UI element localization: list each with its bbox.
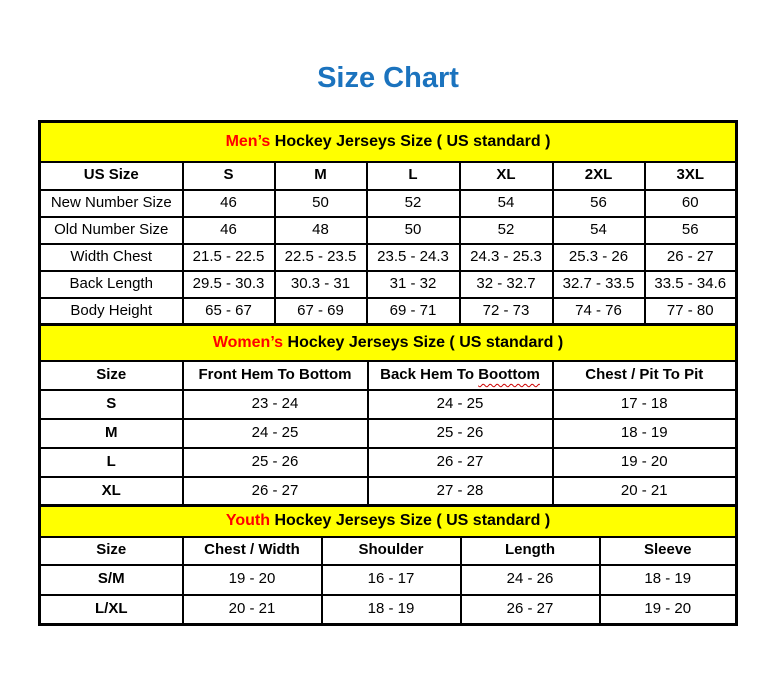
cell: 25.3 - 26 [553,244,645,271]
table-row [40,271,737,298]
cell: 33.5 - 34.6 [645,271,737,298]
table-row [40,390,737,419]
cell: 56 [553,190,645,217]
row-label: S [40,390,183,419]
column-header: Length [461,537,600,565]
column-header: Front Hem To Bottom [183,361,368,390]
cell: 26 - 27 [461,595,600,625]
youth-size-table [38,504,738,626]
cell: 24 - 26 [461,565,600,595]
cell: 31 - 32 [367,271,460,298]
youth-section-header [40,506,737,537]
cell: 50 [275,190,367,217]
column-header: Shoulder [322,537,461,565]
youth-section-label-red: Youth [225,512,271,530]
mens-section-header [40,122,737,162]
column-header-text: Back Hem To [380,365,479,383]
cell: 56 [645,217,737,244]
cell: 52 [460,217,553,244]
womens-section-label-red: Women’s [212,333,284,351]
cell: 32.7 - 33.5 [553,271,645,298]
cell: 18 - 19 [600,565,737,595]
youth-section-header-row [40,506,737,537]
cell: 54 [553,217,645,244]
womens-section-header-row [40,325,737,361]
cell: 26 - 27 [368,448,553,477]
mens-section-header-row [40,122,737,162]
mens-section-label-red: Men’s [225,132,271,150]
cell: 24 - 25 [183,419,368,448]
table-row [40,244,737,271]
cell: 17 - 18 [553,390,737,419]
cell: 20 - 21 [183,595,322,625]
column-header: L [367,162,460,190]
cell: 60 [645,190,737,217]
womens-section-header [40,325,737,361]
cell: 72 - 73 [460,298,553,325]
row-label: Body Height [40,298,183,325]
table-row [40,595,737,625]
cell: 22.5 - 23.5 [275,244,367,271]
table-row [40,217,737,244]
cell: 27 - 28 [368,477,553,506]
cell: 48 [275,217,367,244]
row-label: S/M [40,565,183,595]
cell: 30.3 - 31 [275,271,367,298]
mens-size-table [38,120,738,326]
table-row [40,298,737,325]
row-label: XL [40,477,183,506]
cell: 46 [183,217,275,244]
womens-column-header-row [40,361,737,390]
column-header: 2XL [553,162,645,190]
mens-section-label-rest: Hockey Jerseys Size ( US standard ) [270,132,551,150]
column-header: US Size [40,162,183,190]
cell: 19 - 20 [183,565,322,595]
column-header: S [183,162,275,190]
size-tables [38,120,735,626]
cell: 19 - 20 [553,448,737,477]
youth-section-label-rest: Hockey Jerseys Size ( US standard ) [270,512,551,530]
column-header: 3XL [645,162,737,190]
table-row [40,477,737,506]
table-row [40,565,737,595]
column-header: M [275,162,367,190]
table-row [40,419,737,448]
mens-column-header-row [40,162,737,190]
row-label: L/XL [40,595,183,625]
page-title: Size Chart [317,62,459,94]
cell: 67 - 69 [275,298,367,325]
row-label: New Number Size [40,190,183,217]
column-header: Size [40,361,183,390]
row-label: M [40,419,183,448]
cell: 26 - 27 [645,244,737,271]
cell: 25 - 26 [183,448,368,477]
cell: 18 - 19 [322,595,461,625]
row-label: L [40,448,183,477]
row-label: Old Number Size [40,217,183,244]
cell: 20 - 21 [553,477,737,506]
column-header: Chest / Pit To Pit [553,361,737,390]
cell: 65 - 67 [183,298,275,325]
cell: 25 - 26 [368,419,553,448]
womens-section-label-rest: Hockey Jerseys Size ( US standard ) [283,333,564,351]
column-header [368,361,553,390]
cell: 21.5 - 22.5 [183,244,275,271]
misspelled-word: Boottom [478,365,540,383]
row-label: Back Length [40,271,183,298]
cell: 16 - 17 [322,565,461,595]
cell: 24 - 25 [368,390,553,419]
table-row [40,190,737,217]
cell: 26 - 27 [183,477,368,506]
cell: 69 - 71 [367,298,460,325]
cell: 19 - 20 [600,595,737,625]
youth-column-header-row [40,537,737,565]
table-row [40,448,737,477]
column-header: XL [460,162,553,190]
womens-size-table [38,323,738,507]
cell: 54 [460,190,553,217]
cell: 24.3 - 25.3 [460,244,553,271]
cell: 52 [367,190,460,217]
cell: 18 - 19 [553,419,737,448]
column-header: Chest / Width [183,537,322,565]
row-label: Width Chest [40,244,183,271]
cell: 50 [367,217,460,244]
cell: 32 - 32.7 [460,271,553,298]
cell: 46 [183,190,275,217]
cell: 77 - 80 [645,298,737,325]
column-header: Size [40,537,183,565]
cell: 29.5 - 30.3 [183,271,275,298]
cell: 23.5 - 24.3 [367,244,460,271]
cell: 74 - 76 [553,298,645,325]
column-header: Sleeve [600,537,737,565]
cell: 23 - 24 [183,390,368,419]
